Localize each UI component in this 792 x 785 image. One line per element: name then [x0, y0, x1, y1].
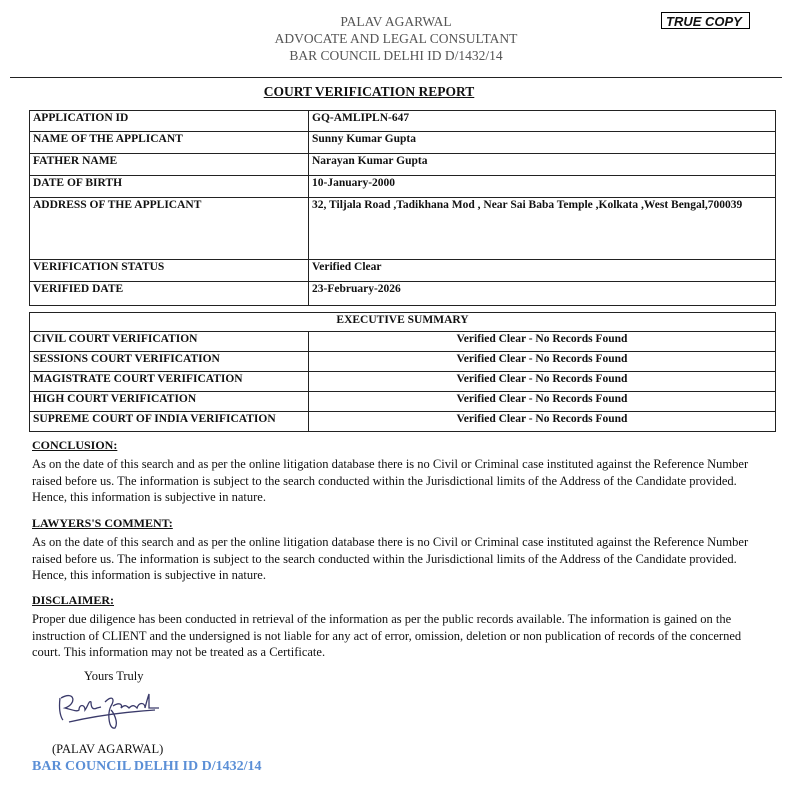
summary-label: HIGH COURT VERIFICATION [30, 392, 309, 412]
disclaimer-section [32, 592, 772, 661]
disclaimer-heading: DISCLAIMER: [32, 593, 115, 607]
summary-label: MAGISTRATE COURT VERIFICATION [30, 372, 309, 392]
conclusion-text: As on the date of this search and as per the online litigation database there is no Civil or Criminal case instituted against the Reference Number raised before us. The information is subject to the search conducted within the Jurisdictional limits of the Address of the Candidate provided. Hence, this information is subjective in nature. [32, 456, 749, 505]
detail-label: FATHER NAME [30, 154, 309, 176]
detail-label: APPLICATION ID [30, 111, 309, 132]
detail-value: Narayan Kumar Gupta [309, 154, 776, 176]
detail-label: ADDRESS OF THE APPLICANT [30, 198, 309, 260]
summary-label: SESSIONS COURT VERIFICATION [30, 352, 309, 372]
true-copy-stamp: TRUE COPY [661, 12, 750, 29]
detail-row [30, 154, 776, 176]
detail-row [30, 282, 776, 306]
advocate-role: ADVOCATE AND LEGAL CONSULTANT [274, 31, 518, 46]
advocate-name: PALAV AGARWAL [340, 14, 452, 29]
summary-value: Verified Clear - No Records Found [309, 352, 776, 372]
lawyers-comment-heading: LAWYERS'S COMMENT: [32, 516, 173, 530]
detail-label: VERIFIED DATE [30, 282, 309, 306]
detail-row [30, 260, 776, 282]
summary-label: SUPREME COURT OF INDIA VERIFICATION [30, 412, 309, 432]
detail-value: GQ-AMLIPLN-647 [309, 111, 776, 132]
lawyers-comment-section [32, 515, 772, 584]
detail-row [30, 132, 776, 154]
signature-image [55, 690, 165, 735]
detail-value: Verified Clear [309, 260, 776, 282]
summary-row [30, 392, 776, 412]
signatory-name: (PALAV AGARWAL) [52, 742, 164, 756]
detail-row [30, 176, 776, 198]
detail-row [30, 198, 776, 260]
conclusion-heading: CONCLUSION: [32, 438, 118, 452]
detail-value: 32, Tiljala Road ,Tadikhana Mod , Near Sai Baba Temple ,Kolkata ,West Bengal,700039 [309, 198, 776, 260]
report-title: COURT VERIFICATION REPORT [263, 84, 475, 99]
header-divider [10, 77, 782, 78]
summary-label: CIVIL COURT VERIFICATION [30, 332, 309, 352]
summary-value: Verified Clear - No Records Found [309, 332, 776, 352]
detail-value: 10-January-2000 [309, 176, 776, 198]
advocate-bar-id: BAR COUNCIL DELHI ID D/1432/14 [289, 48, 503, 63]
summary-heading: EXECUTIVE SUMMARY [30, 313, 776, 332]
summary-row [30, 412, 776, 432]
lawyers-comment-text: As on the date of this search and as per the online litigation database there is no Civil or Criminal case instituted against the Reference Number raised before us. The information is subject to the search conducted within the Jurisdictional limits of the Address of the Candidate provided. Hence, this information is subjective in nature. [32, 534, 749, 583]
executive-summary-table [29, 312, 776, 432]
disclaimer-text: Proper due diligence has been conducted in retrieval of the information as per the public records available. The information is gained on the instruction of CLIENT and the undersigned is not liable for any act of error, omission, deletion or non publication of records of the concerned court. This information may not be treated as a Certificate. [32, 611, 742, 660]
detail-value: 23-February-2026 [309, 282, 776, 306]
detail-label: VERIFICATION STATUS [30, 260, 309, 282]
summary-value: Verified Clear - No Records Found [309, 372, 776, 392]
applicant-details-table [29, 110, 776, 306]
detail-label: DATE OF BIRTH [30, 176, 309, 198]
closing: Yours Truly [84, 669, 144, 683]
conclusion-section [32, 437, 772, 506]
signatory-bar-id: BAR COUNCIL DELHI ID D/1432/14 [32, 759, 262, 774]
summary-row [30, 332, 776, 352]
detail-row [30, 111, 776, 132]
summary-value: Verified Clear - No Records Found [309, 392, 776, 412]
detail-value: Sunny Kumar Gupta [309, 132, 776, 154]
summary-row [30, 352, 776, 372]
detail-label: NAME OF THE APPLICANT [30, 132, 309, 154]
summary-value: Verified Clear - No Records Found [309, 412, 776, 432]
summary-row [30, 372, 776, 392]
